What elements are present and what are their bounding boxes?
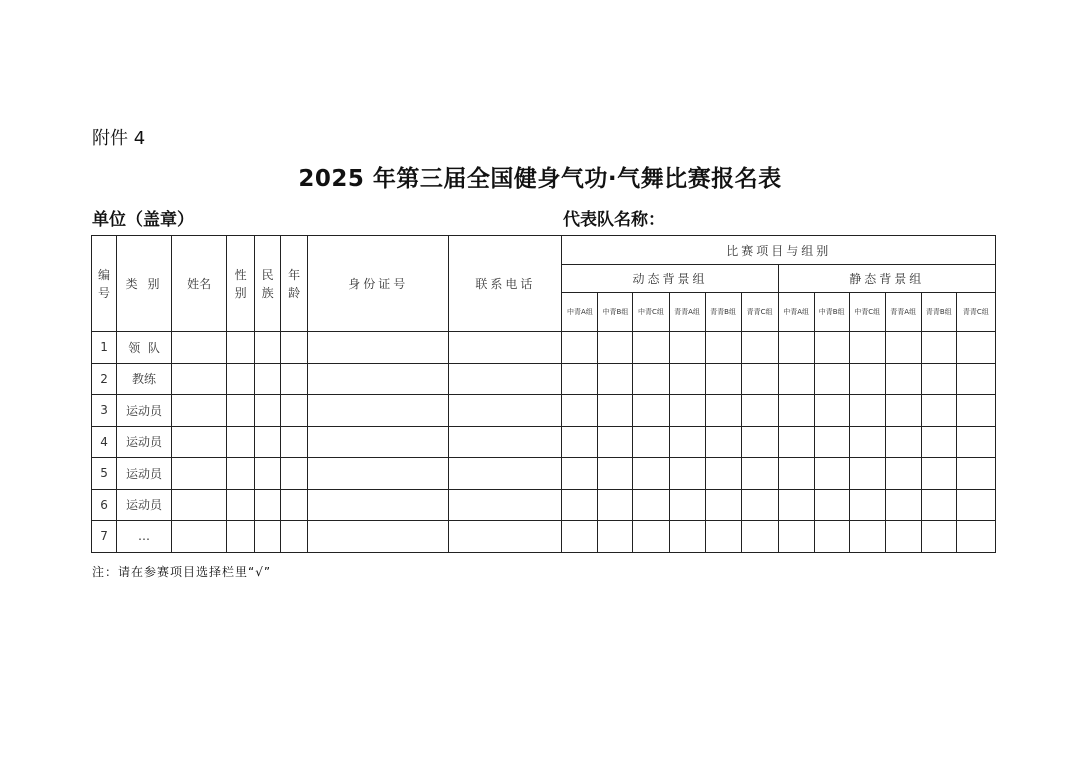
header-group-8: 中青B组 bbox=[814, 293, 849, 332]
input-cell[interactable] bbox=[172, 426, 227, 458]
header-group-4: 青青A组 bbox=[669, 293, 705, 332]
input-cell[interactable] bbox=[814, 489, 849, 521]
input-cell[interactable] bbox=[778, 458, 814, 490]
row-number: 6 bbox=[92, 489, 117, 521]
input-cell[interactable] bbox=[562, 332, 598, 364]
input-cell[interactable] bbox=[956, 426, 995, 458]
table-row bbox=[92, 332, 996, 364]
input-cell[interactable] bbox=[255, 426, 281, 458]
input-cell[interactable] bbox=[705, 332, 741, 364]
input-cell[interactable] bbox=[172, 458, 227, 490]
input-cell[interactable] bbox=[598, 395, 633, 427]
input-cell[interactable] bbox=[598, 521, 633, 553]
unit-label: 单位（盖章） bbox=[92, 210, 194, 230]
input-cell[interactable] bbox=[598, 363, 633, 395]
input-cell[interactable] bbox=[227, 458, 255, 490]
input-cell[interactable] bbox=[449, 426, 562, 458]
input-cell[interactable] bbox=[562, 458, 598, 490]
input-cell[interactable] bbox=[814, 395, 849, 427]
input-cell[interactable] bbox=[885, 363, 921, 395]
input-cell[interactable] bbox=[778, 363, 814, 395]
input-cell[interactable] bbox=[172, 363, 227, 395]
input-cell[interactable] bbox=[308, 489, 449, 521]
input-cell[interactable] bbox=[921, 332, 956, 364]
table-row bbox=[92, 395, 996, 427]
row-number: 1 bbox=[92, 332, 117, 364]
input-cell[interactable] bbox=[562, 426, 598, 458]
input-cell[interactable] bbox=[308, 395, 449, 427]
input-cell[interactable] bbox=[741, 363, 778, 395]
header-group-1: 中青A组 bbox=[562, 293, 598, 332]
input-cell[interactable] bbox=[449, 458, 562, 490]
input-cell[interactable] bbox=[778, 395, 814, 427]
input-cell[interactable] bbox=[449, 395, 562, 427]
input-cell[interactable] bbox=[956, 332, 995, 364]
input-cell[interactable] bbox=[598, 458, 633, 490]
input-cell[interactable] bbox=[227, 489, 255, 521]
header-group-3: 中青C组 bbox=[633, 293, 669, 332]
input-cell[interactable] bbox=[921, 521, 956, 553]
input-cell[interactable] bbox=[921, 363, 956, 395]
team-name-label: 代表队名称： bbox=[563, 210, 665, 230]
input-cell[interactable] bbox=[255, 521, 281, 553]
input-cell[interactable] bbox=[741, 489, 778, 521]
input-cell[interactable] bbox=[633, 489, 669, 521]
input-cell[interactable] bbox=[669, 458, 705, 490]
row-number: 3 bbox=[92, 395, 117, 427]
input-cell[interactable] bbox=[705, 521, 741, 553]
input-cell[interactable] bbox=[633, 521, 669, 553]
input-cell[interactable] bbox=[669, 363, 705, 395]
header-events: 比赛项目与组别 bbox=[562, 236, 996, 265]
registration-table bbox=[91, 235, 996, 553]
input-cell[interactable] bbox=[227, 426, 255, 458]
input-cell[interactable] bbox=[308, 426, 449, 458]
form-title: 2025 年第三届全国健身气功·气舞比赛报名表 bbox=[298, 166, 782, 192]
header-group-6: 青青C组 bbox=[741, 293, 778, 332]
input-cell[interactable] bbox=[227, 521, 255, 553]
input-cell[interactable] bbox=[633, 332, 669, 364]
header-group-11: 青青B组 bbox=[921, 293, 956, 332]
input-cell[interactable] bbox=[669, 332, 705, 364]
input-cell[interactable] bbox=[633, 395, 669, 427]
input-cell[interactable] bbox=[598, 426, 633, 458]
row-number: 4 bbox=[92, 426, 117, 458]
input-cell[interactable] bbox=[705, 489, 741, 521]
footnote: 注：请在参赛项目选择栏里“√” bbox=[92, 565, 272, 579]
input-cell[interactable] bbox=[308, 458, 449, 490]
input-cell[interactable] bbox=[172, 332, 227, 364]
row-number: 7 bbox=[92, 521, 117, 553]
input-cell[interactable] bbox=[741, 426, 778, 458]
input-cell[interactable] bbox=[956, 458, 995, 490]
header-name: 姓名 bbox=[172, 236, 227, 332]
input-cell[interactable] bbox=[281, 426, 308, 458]
input-cell[interactable] bbox=[741, 395, 778, 427]
header-gender: 性别 bbox=[227, 236, 255, 332]
header-id-number: 身份证号 bbox=[308, 236, 449, 332]
input-cell[interactable] bbox=[449, 363, 562, 395]
input-cell[interactable] bbox=[598, 489, 633, 521]
input-cell[interactable] bbox=[281, 489, 308, 521]
row-category: 教练 bbox=[117, 363, 172, 395]
input-cell[interactable] bbox=[814, 521, 849, 553]
input-cell[interactable] bbox=[849, 395, 885, 427]
input-cell[interactable] bbox=[705, 458, 741, 490]
input-cell[interactable] bbox=[778, 332, 814, 364]
row-number: 5 bbox=[92, 458, 117, 490]
input-cell[interactable] bbox=[308, 332, 449, 364]
input-cell[interactable] bbox=[849, 458, 885, 490]
header-static-group: 静态背景组 bbox=[778, 265, 995, 293]
header-age: 年龄 bbox=[281, 236, 308, 332]
header-group-5: 青青B组 bbox=[705, 293, 741, 332]
input-cell[interactable] bbox=[281, 332, 308, 364]
input-cell[interactable] bbox=[172, 521, 227, 553]
input-cell[interactable] bbox=[849, 426, 885, 458]
input-cell[interactable] bbox=[281, 395, 308, 427]
input-cell[interactable] bbox=[669, 426, 705, 458]
input-cell[interactable] bbox=[849, 363, 885, 395]
row-category: 领 队 bbox=[117, 332, 172, 364]
input-cell[interactable] bbox=[814, 363, 849, 395]
input-cell[interactable] bbox=[308, 363, 449, 395]
input-cell[interactable] bbox=[778, 489, 814, 521]
attachment-label: 附件 4 bbox=[92, 128, 146, 149]
input-cell[interactable] bbox=[921, 395, 956, 427]
header-no: 编号 bbox=[92, 236, 117, 332]
input-cell[interactable] bbox=[849, 521, 885, 553]
input-cell[interactable] bbox=[921, 458, 956, 490]
input-cell[interactable] bbox=[308, 521, 449, 553]
input-cell[interactable] bbox=[449, 521, 562, 553]
input-cell[interactable] bbox=[956, 489, 995, 521]
row-category: … bbox=[117, 521, 172, 553]
table-row bbox=[92, 521, 996, 553]
input-cell[interactable] bbox=[281, 363, 308, 395]
input-cell[interactable] bbox=[255, 363, 281, 395]
input-cell[interactable] bbox=[814, 458, 849, 490]
header-ethnicity: 民族 bbox=[255, 236, 281, 332]
row-category: 运动员 bbox=[117, 458, 172, 490]
header-dynamic-group: 动态背景组 bbox=[562, 265, 778, 293]
input-cell[interactable] bbox=[227, 332, 255, 364]
input-cell[interactable] bbox=[705, 426, 741, 458]
input-cell[interactable] bbox=[885, 489, 921, 521]
row-category: 运动员 bbox=[117, 395, 172, 427]
input-cell[interactable] bbox=[849, 332, 885, 364]
input-cell[interactable] bbox=[741, 458, 778, 490]
input-cell[interactable] bbox=[669, 395, 705, 427]
input-cell[interactable] bbox=[255, 332, 281, 364]
input-cell[interactable] bbox=[449, 489, 562, 521]
input-cell[interactable] bbox=[741, 332, 778, 364]
input-cell[interactable] bbox=[921, 489, 956, 521]
row-category: 运动员 bbox=[117, 426, 172, 458]
input-cell[interactable] bbox=[172, 489, 227, 521]
input-cell[interactable] bbox=[562, 363, 598, 395]
input-cell[interactable] bbox=[885, 521, 921, 553]
input-cell[interactable] bbox=[172, 395, 227, 427]
input-cell[interactable] bbox=[255, 458, 281, 490]
input-cell[interactable] bbox=[814, 426, 849, 458]
input-cell[interactable] bbox=[669, 489, 705, 521]
input-cell[interactable] bbox=[705, 363, 741, 395]
input-cell[interactable] bbox=[885, 458, 921, 490]
input-cell[interactable] bbox=[227, 395, 255, 427]
input-cell[interactable] bbox=[921, 426, 956, 458]
input-cell[interactable] bbox=[885, 332, 921, 364]
input-cell[interactable] bbox=[956, 521, 995, 553]
input-cell[interactable] bbox=[669, 521, 705, 553]
input-cell[interactable] bbox=[956, 395, 995, 427]
input-cell[interactable] bbox=[562, 489, 598, 521]
input-cell[interactable] bbox=[885, 395, 921, 427]
input-cell[interactable] bbox=[449, 332, 562, 364]
header-group-9: 中青C组 bbox=[849, 293, 885, 332]
input-cell[interactable] bbox=[255, 395, 281, 427]
header-group-10: 青青A组 bbox=[885, 293, 921, 332]
table-row bbox=[92, 489, 996, 521]
input-cell[interactable] bbox=[778, 521, 814, 553]
input-cell[interactable] bbox=[227, 363, 255, 395]
input-cell[interactable] bbox=[849, 489, 885, 521]
row-number: 2 bbox=[92, 363, 117, 395]
input-cell[interactable] bbox=[281, 458, 308, 490]
header-category: 类 别 bbox=[117, 236, 172, 332]
header-group-2: 中青B组 bbox=[598, 293, 633, 332]
row-category: 运动员 bbox=[117, 489, 172, 521]
input-cell[interactable] bbox=[705, 395, 741, 427]
input-cell[interactable] bbox=[814, 332, 849, 364]
input-cell[interactable] bbox=[598, 332, 633, 364]
table-row bbox=[92, 426, 996, 458]
input-cell[interactable] bbox=[255, 489, 281, 521]
input-cell[interactable] bbox=[633, 426, 669, 458]
input-cell[interactable] bbox=[562, 395, 598, 427]
input-cell[interactable] bbox=[633, 363, 669, 395]
input-cell[interactable] bbox=[885, 426, 921, 458]
header-phone: 联系电话 bbox=[449, 236, 562, 332]
input-cell[interactable] bbox=[956, 363, 995, 395]
input-cell[interactable] bbox=[562, 521, 598, 553]
header-group-12: 青青C组 bbox=[956, 293, 995, 332]
input-cell[interactable] bbox=[741, 521, 778, 553]
header-group-7: 中青A组 bbox=[778, 293, 814, 332]
input-cell[interactable] bbox=[778, 426, 814, 458]
table-row bbox=[92, 363, 996, 395]
input-cell[interactable] bbox=[633, 458, 669, 490]
input-cell[interactable] bbox=[281, 521, 308, 553]
table-row bbox=[92, 458, 996, 490]
